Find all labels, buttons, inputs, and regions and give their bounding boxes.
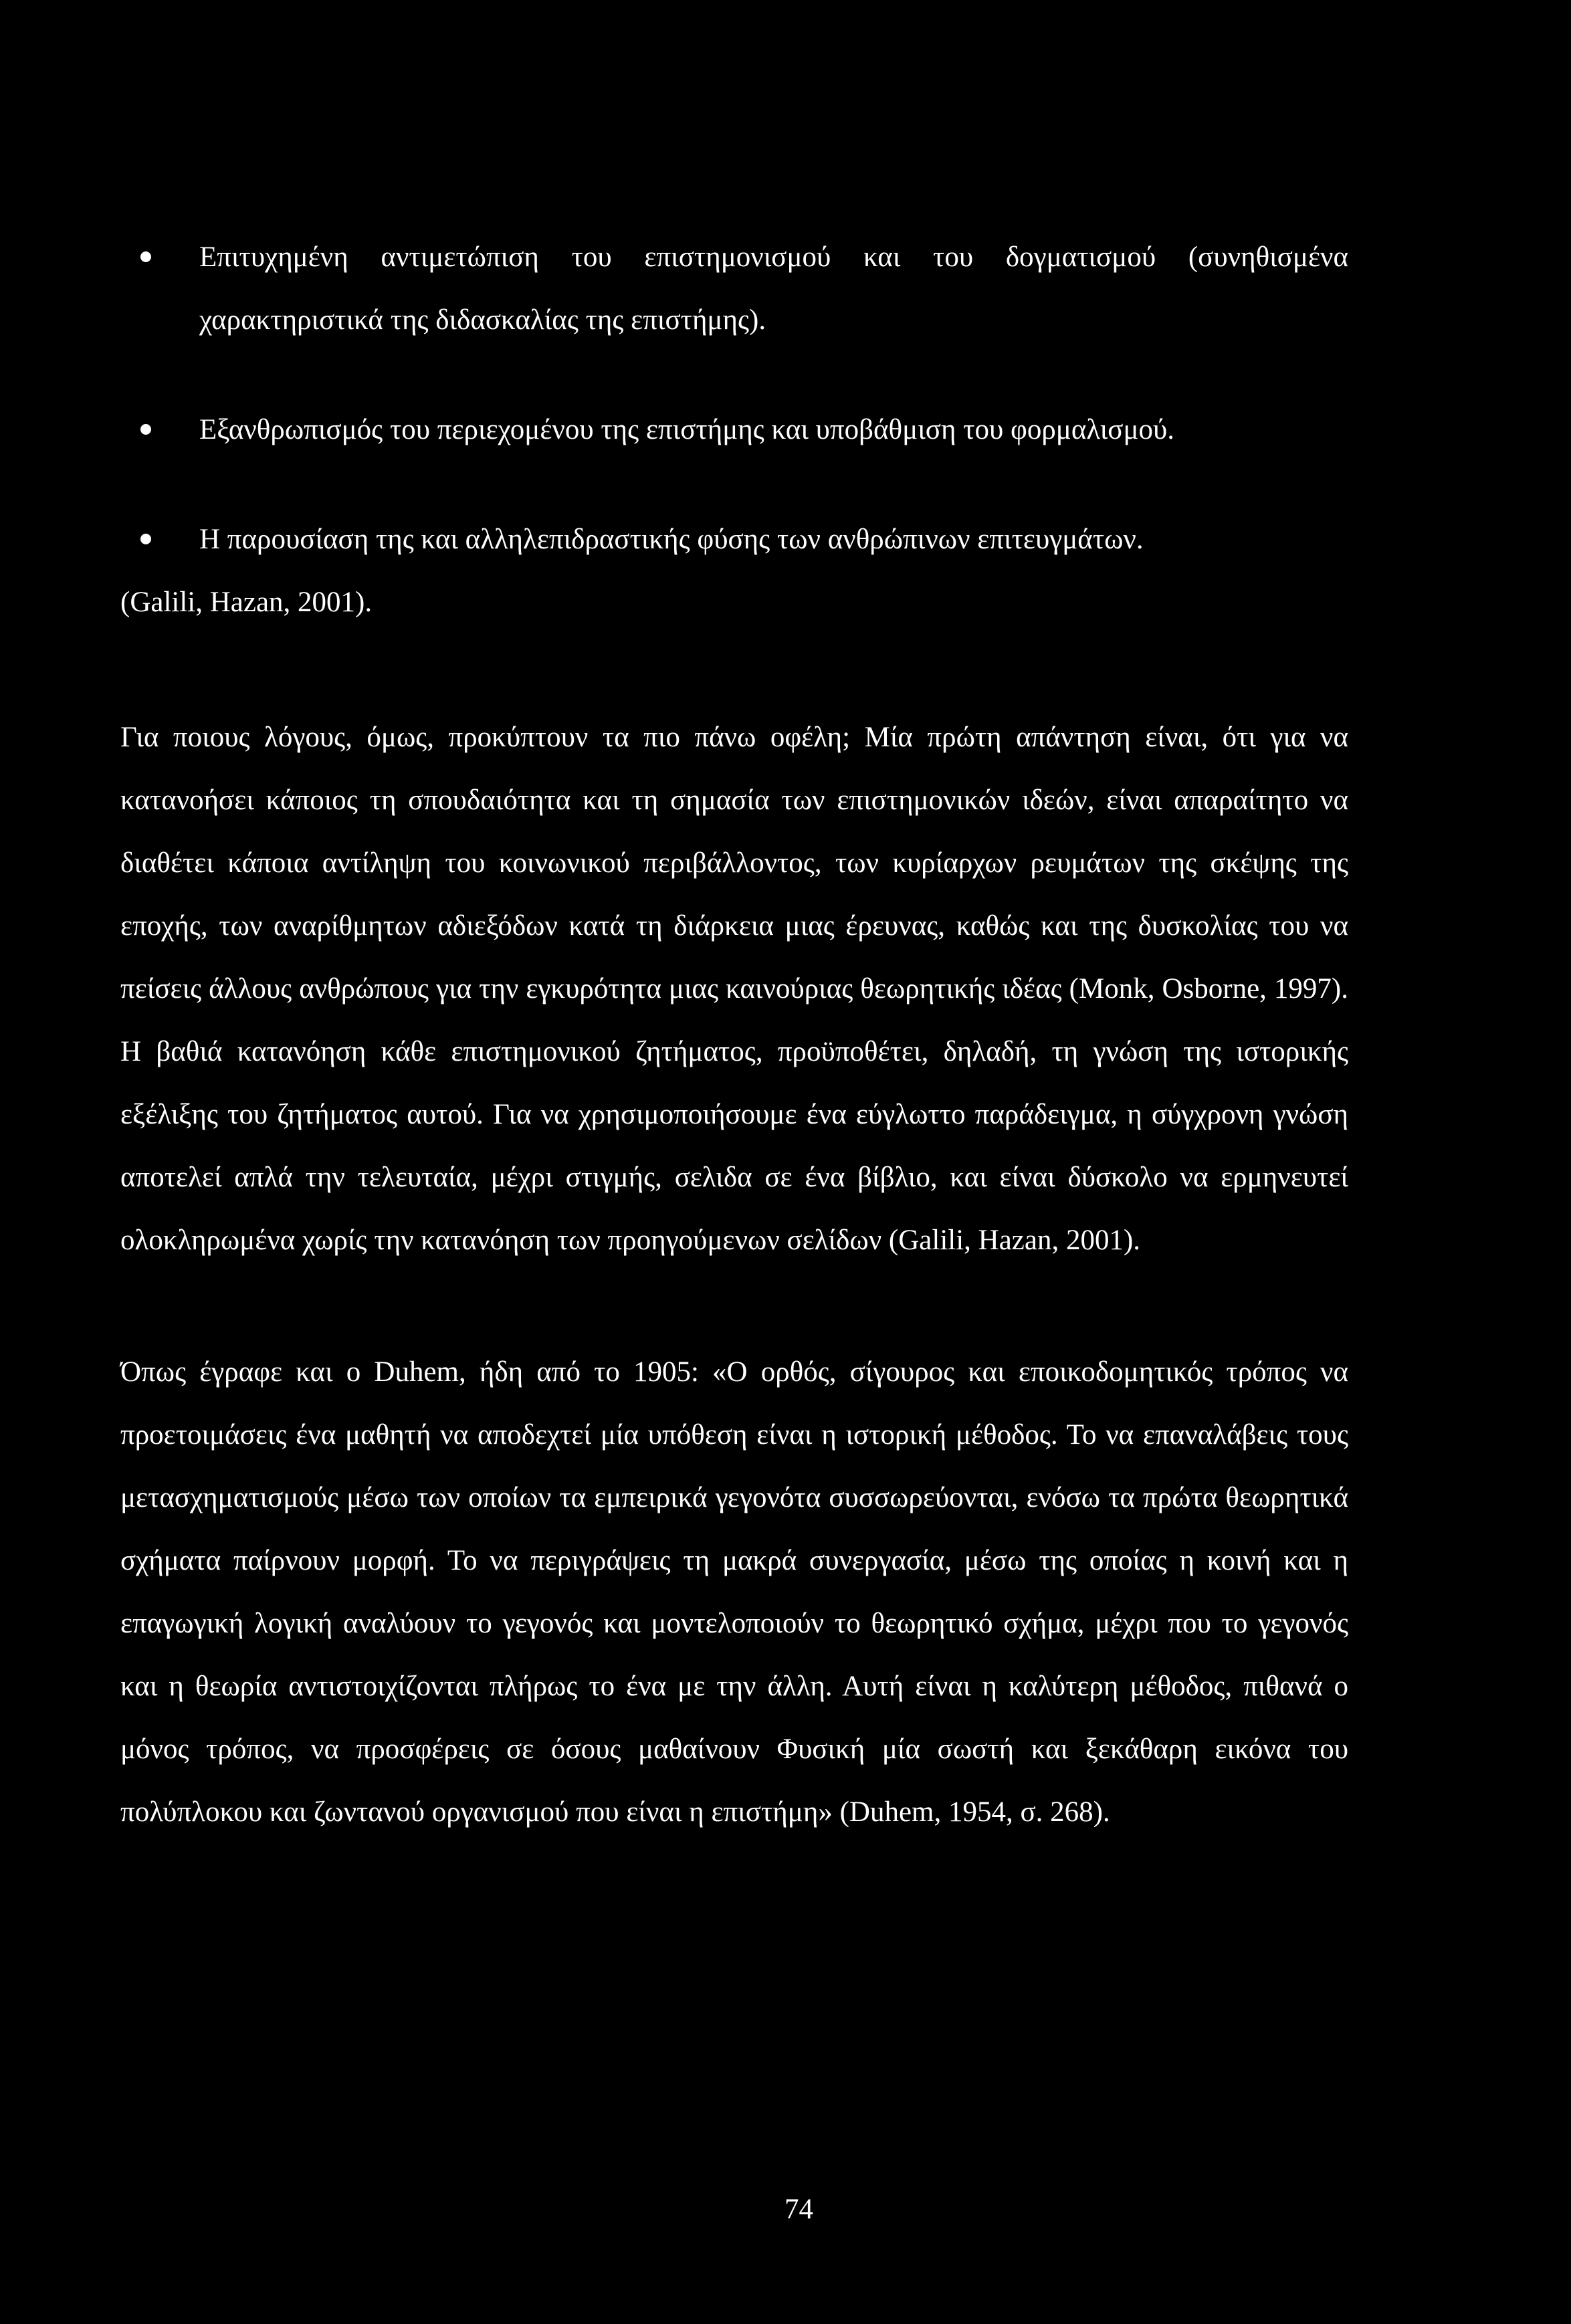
- bullet-item: [120, 226, 1348, 352]
- bullet-text: Επιτυχημένη αντιμετώπιση του επιστημονισμού και του δογματισμού (συνηθισμένα χαρακτηριστικά της διδασκαλίας της επιστήμης).: [199, 241, 1348, 336]
- page-number: 74: [784, 2194, 813, 2225]
- bullet-dot-icon: [140, 424, 151, 435]
- bullet-item: [120, 508, 1348, 571]
- bullets-citation: (Galili, Hazan, 2001).: [120, 587, 373, 618]
- body-paragraph: Όπως έγραφε και ο Duhem, ήδη από το 1905: «Ο ορθός, σίγουρος και εποικοδομητικός τρόπος να προετοιμάσεις ένα μαθητή να αποδεχτεί μία υπόθεση είναι η ιστορική μέθοδος. Το να επαναλάβεις τους μετασχηματισμούς μέσω των οποίων τα εμπειρικά γεγονότα συσσωρεύονται, ενόσω τα πρώτα θεωρητικά σχήματα παίρνουν μορφή. Το να περιγράψεις τη μακρά συνεργασία, μέσω της οποίας η κοινή και η επαγωγική λογική αναλύουν το γεγονός και μοντελοποιούν το θεωρητικό σχήμα, μέχρι που το γεγονός και η θεωρία αντιστοιχίζονται πλήρως το ένα με την άλλη. Αυτή είναι η καλύτερη μέθοδος, πιθανά ο μόνος τρόπος, να προσφέρεις σε όσους μαθαίνουν Φυσική μία σωστή και ξεκάθαρη εικόνα του πολύπλοκου και ζωντανού οργανισμού που είναι η επιστήμη» (Duhem, 1954, σ. 268).: [120, 1356, 1348, 1828]
- page-content: [120, 226, 1348, 1844]
- bullet-dot-icon: [140, 251, 151, 262]
- bullet-list: [120, 226, 1348, 571]
- bullet-text: Η παρουσίαση της και αλληλεπιδραστικής φύσης των ανθρώπινων επιτευγμάτων.: [199, 524, 1144, 555]
- body-paragraph: Για ποιους λόγους, όμως, προκύπτουν τα πιο πάνω οφέλη; Μία πρώτη απάντηση είναι, ότι για να κατανοήσει κάποιος τη σπουδαιότητα και τη σημασία των επιστημονικών ιδεών, είναι απαραίτητο να διαθέτει κάποια αντίληψη του κοινωνικού περιβάλλοντος, των κυρίαρχων ρευμάτων της σκέψης της εποχής, των αναρίθμητων αδιεξόδων κατά τη διάρκεια μιας έρευνας, καθώς και της δυσκολίας του να πείσεις άλλους ανθρώπους για την εγκυρότητα μιας καινούριας θεωρητικής ιδέας (Monk, Osborne, 1997). Η βαθιά κατανόηση κάθε επιστημονικού ζητήματος, προϋποθέτει, δηλαδή, τη γνώση της ιστορικής εξέλιξης του ζητήματος αυτού. Για να χρησιμοποιήσουμε ένα εύγλωττο παράδειγμα, η σύγχρονη γνώση αποτελεί απλά την τελευταία, μέχρι στιγμής, σελιδα σε ένα βίβλιο, και είναι δύσκολο να ερμηνευτεί ολοκληρωμένα χωρίς την κατανόηση των προηγούμενων σελίδων (Galili, Hazan, 2001).: [120, 722, 1348, 1256]
- bullet-item: [120, 399, 1348, 461]
- bullet-dot-icon: [140, 534, 151, 544]
- bullet-text: Εξανθρωπισμός του περιεχομένου της επιστήμης και υποβάθμιση του φορμαλισμού.: [199, 414, 1175, 445]
